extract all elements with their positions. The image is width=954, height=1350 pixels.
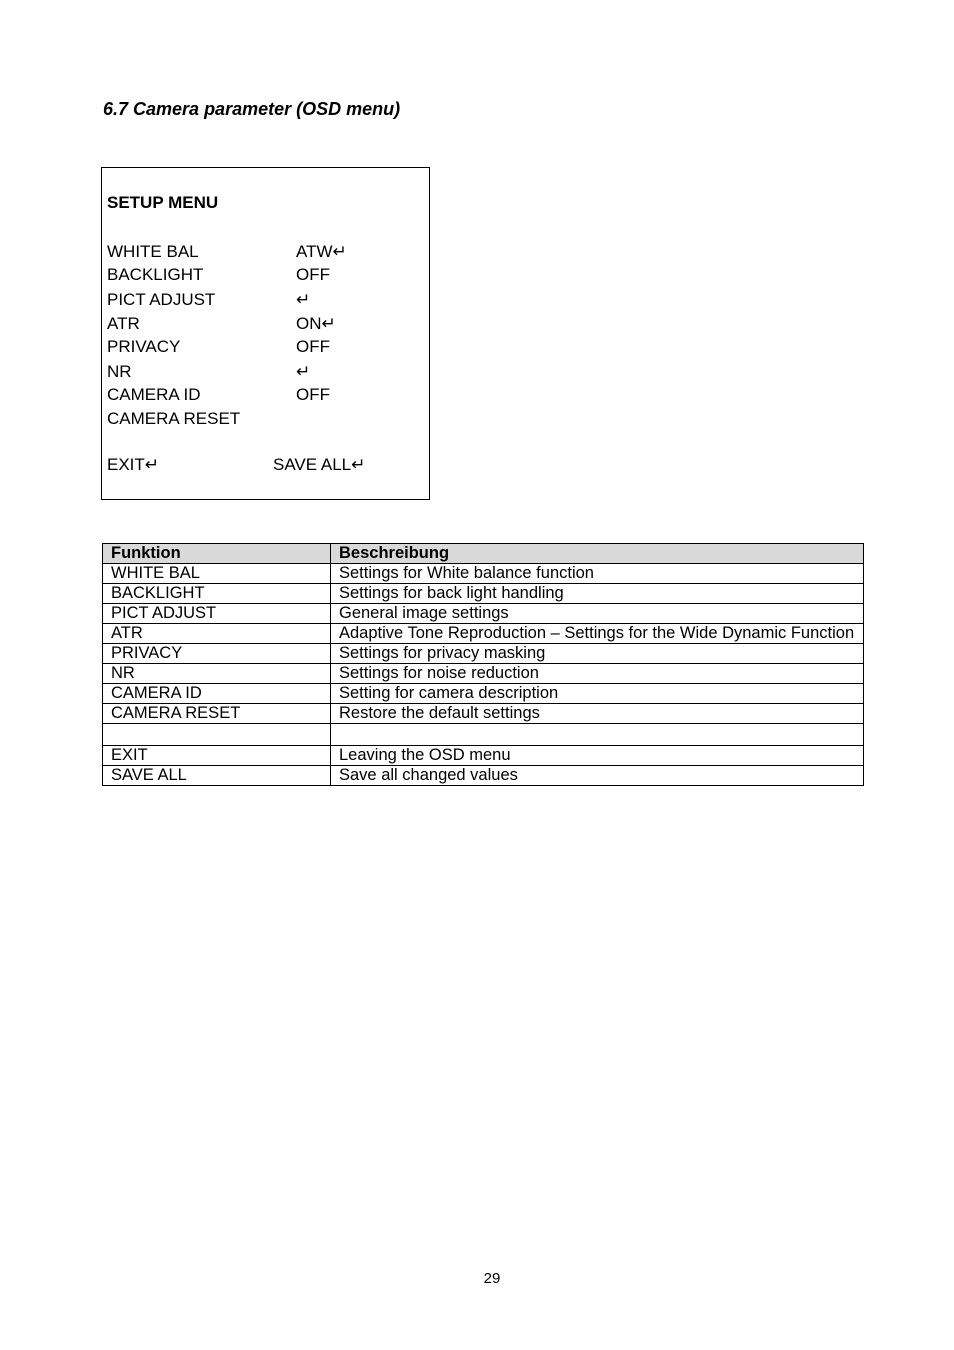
table-cell: PRIVACY [103,644,331,664]
column-header: Beschreibung [331,544,864,564]
osd-item-value: ATW↵ [296,242,347,261]
osd-item-value: ↵ [296,290,311,309]
osd-item-label: BACKLIGHT [107,265,204,284]
table-cell [331,724,864,746]
osd-item-label: PICT ADJUST [107,290,216,309]
table-cell: Setting for camera description [331,684,864,704]
table-row [103,604,864,624]
table-row [103,624,864,644]
function-table [102,543,864,786]
column-header: Funktion [103,544,331,564]
table-row [103,704,864,724]
table-row [103,644,864,664]
table-cell: BACKLIGHT [103,584,331,604]
table-header-row [103,544,864,564]
table-cell: WHITE BAL [103,564,331,584]
osd-item-label: CAMERA RESET [107,409,241,428]
table-row [103,746,864,766]
osd-save-all: SAVE ALL↵ [273,455,366,474]
table-row-empty [103,724,864,746]
section-title: 6.7 Camera parameter (OSD menu) [103,99,401,119]
table-cell: Restore the default settings [331,704,864,724]
osd-item-label: CAMERA ID [107,385,201,404]
osd-item-value: ON↵ [296,314,336,333]
table-row [103,564,864,584]
table-row [103,684,864,704]
table-row [103,766,864,786]
table-cell: Leaving the OSD menu [331,746,864,766]
osd-item-value: OFF [296,385,330,404]
table-cell: SAVE ALL [103,766,331,786]
osd-exit: EXIT↵ [107,455,160,474]
table-cell: Settings for back light handling [331,584,864,604]
osd-item-value: ↵ [296,362,311,381]
osd-menu-heading: SETUP MENU [107,193,219,212]
page-number: 29 [483,1270,501,1287]
table-cell: PICT ADJUST [103,604,331,624]
table-cell: Settings for White balance function [331,564,864,584]
osd-item-label: WHITE BAL [107,242,199,261]
table-cell: Save all changed values [331,766,864,786]
osd-item-label: ATR [107,314,140,333]
table-cell: EXIT [103,746,331,766]
table-cell: Settings for privacy masking [331,644,864,664]
table-cell: General image settings [331,604,864,624]
table-cell: ATR [103,624,331,644]
osd-item-value: OFF [296,265,330,284]
table-cell: CAMERA ID [103,684,331,704]
table-cell: CAMERA RESET [103,704,331,724]
table-row [103,664,864,684]
osd-setup-menu [101,167,430,500]
table-cell: Adaptive Tone Reproduction – Settings for the Wide Dynamic Function [331,624,864,644]
table-cell [103,724,331,746]
osd-item-value: OFF [296,337,330,356]
osd-item-label: NR [107,362,132,381]
table-row [103,584,864,604]
osd-item-label: PRIVACY [107,337,181,356]
table-cell: NR [103,664,331,684]
table-cell: Settings for noise reduction [331,664,864,684]
